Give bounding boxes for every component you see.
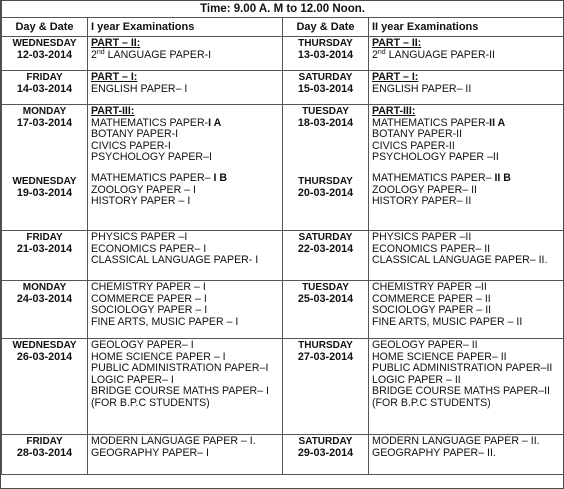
header-second-year: II year Examinations [369,18,564,37]
day-label: WEDNESDAY [12,340,77,351]
exam-line: ZOOLOGY PAPER– II [372,183,477,196]
exam-line: CIVICS PAPER-I [91,139,171,152]
part-label: PART-III: [91,105,135,117]
day-label: WEDNESDAY [12,176,77,187]
exam-line: PHYSICS PAPER –I [91,231,188,243]
day-date-cell [2,71,88,105]
exam-line: PUBLIC ADMINISTRATION PAPER–II [372,362,553,375]
exam-line: CHEMISTRY PAPER – I [91,281,206,293]
day-label: FRIDAY [26,232,63,243]
table-row [2,71,564,105]
exam-line: ECONOMICS PAPER– II [372,242,491,255]
day-label: THURSDAY [298,38,353,49]
exam-line: MATHEMATICS PAPER-I A [91,116,222,129]
exam-line: MODERN LANGUAGE PAPER – II. [372,435,540,447]
exam-line: BRIDGE COURSE MATHS PAPER–II [372,385,550,398]
exam-line: MATHEMATICS PAPER-II A [372,116,506,129]
header-day-date-1: Day & Date [2,18,88,37]
exam-cell [369,435,564,475]
day-date-cell [2,339,88,435]
exam-cell [88,231,283,281]
exam-line: GEOGRAPHY PAPER– I [91,446,209,459]
table-row [2,435,564,475]
exam-cell [88,37,283,71]
exam-cell [369,105,564,231]
part-label: PART – II: [372,37,422,49]
exam-cell [369,71,564,105]
day-date-cell [283,37,369,71]
day-date-cell [283,339,369,435]
exam-time-title: Time: 9.00 A. M to 12.00 Noon. [2,1,564,18]
exam-line: MODERN LANGUAGE PAPER – I. [91,435,256,447]
exam-line: CLASSICAL LANGUAGE PAPER– II. [372,254,548,267]
exam-line: ENGLISH PAPER– II [372,82,472,95]
day-label: MONDAY [22,282,67,293]
day-date-cell [2,105,88,231]
date-label: 28-03-2014 [16,447,73,459]
header-row [2,18,564,37]
exam-cell [88,281,283,339]
day-date-cell [283,231,369,281]
date-label: 12-03-2014 [16,49,73,61]
exam-line: ECONOMICS PAPER– I [91,242,207,255]
exam-line: HISTORY PAPER – I [91,195,191,208]
exam-line: (FOR B.P.C STUDENTS) [372,396,491,409]
day-label: TUESDAY [302,282,349,293]
day-date-cell [283,71,369,105]
exam-line: CIVICS PAPER-II [372,139,455,152]
header-first-year: I year Examinations [88,18,283,37]
exam-cell [88,339,283,435]
table-row [2,339,564,435]
exam-line: LOGIC PAPER – II [372,373,461,386]
date-label: 22-03-2014 [297,243,354,255]
date-label: 19-03-2014 [16,187,73,199]
table-row [2,231,564,281]
exam-line: CHEMISTRY PAPER –II [372,281,487,293]
exam-cell [88,71,283,105]
exam-line: LOGIC PAPER– I [91,373,174,386]
exam-line: GEOLOGY PAPER– I [91,339,194,351]
exam-cell [369,231,564,281]
exam-line: CLASSICAL LANGUAGE PAPER- I [91,254,259,267]
day-label: THURSDAY [298,340,353,351]
exam-line: BOTANY PAPER-I [91,128,179,141]
date-label: 27-03-2014 [297,351,354,363]
table-row [2,281,564,339]
exam-line: 2nd LANGUAGE PAPER-I [91,48,212,61]
day-date-cell [2,231,88,281]
exam-line: PSYCHOLOGY PAPER –II [372,151,499,164]
day-label: SATURDAY [298,72,353,83]
exam-line: ZOOLOGY PAPER – I [91,183,196,196]
exam-line: COMMERCE PAPER – I [91,292,207,305]
day-date-cell [2,37,88,71]
exam-line: FINE ARTS, MUSIC PAPER – I [91,315,239,328]
exam-line: GEOGRAPHY PAPER– II. [372,446,496,459]
exam-cell [369,37,564,71]
date-label: 17-03-2014 [16,117,73,129]
day-label: WEDNESDAY [12,38,77,49]
day-label: FRIDAY [26,436,63,447]
date-label: 21-03-2014 [16,243,73,255]
exam-line: 2nd LANGUAGE PAPER-II [372,48,496,61]
day-date-cell [2,435,88,475]
part-label: PART – II: [91,37,141,49]
day-label: FRIDAY [26,72,63,83]
exam-line: HISTORY PAPER– II [372,195,472,208]
day-date-cell [283,105,369,231]
exam-line: PHYSICS PAPER –II [372,231,472,243]
day-label: THURSDAY [298,176,353,187]
exam-cell [88,435,283,475]
exam-line: ENGLISH PAPER– I [91,82,188,95]
exam-line: (FOR B.P.C STUDENTS) [91,396,210,409]
part-label: PART – I: [372,71,419,83]
date-label: 24-03-2014 [16,293,73,305]
date-label: 14-03-2014 [16,83,73,95]
exam-line: GEOLOGY PAPER– II [372,339,478,351]
exam-line: PUBLIC ADMINISTRATION PAPER–I [91,362,269,375]
date-label: 29-03-2014 [297,447,354,459]
date-label: 15-03-2014 [297,83,354,95]
exam-cell [369,339,564,435]
exam-line: FINE ARTS, MUSIC PAPER – II [372,315,523,328]
date-label: 26-03-2014 [16,351,73,363]
date-label: 18-03-2014 [297,117,354,129]
date-label: 25-03-2014 [297,293,354,305]
day-date-cell [2,281,88,339]
day-label: SATURDAY [298,436,353,447]
table-row [2,37,564,71]
header-day-date-2: Day & Date [283,18,369,37]
date-label: 20-03-2014 [297,187,354,199]
day-date-cell [283,435,369,475]
exam-line: SOCIOLOGY PAPER – I [91,304,208,317]
exam-line: SOCIOLOGY PAPER – II [372,304,492,317]
exam-cell [369,281,564,339]
exam-line: PSYCHOLOGY PAPER–I [91,151,212,164]
exam-line: COMMERCE PAPER – II [372,292,491,305]
table-row [2,105,564,231]
exam-line: MATHEMATICS PAPER– II B [372,171,511,184]
day-label: TUESDAY [302,106,349,117]
exam-line: HOME SCIENCE PAPER – I [91,350,226,363]
part-label: PART-III: [372,105,416,117]
exam-line: BOTANY PAPER-II [372,128,463,141]
exam-line: BRIDGE COURSE MATHS PAPER– I [91,385,269,398]
exam-line: HOME SCIENCE PAPER– II [372,350,507,363]
timetable-table [1,1,564,475]
exam-cell [88,105,283,231]
exam-line: MATHEMATICS PAPER– I B [91,171,227,184]
part-label: PART – I: [91,71,138,83]
day-label: SATURDAY [298,232,353,243]
day-date-cell [283,281,369,339]
day-label: MONDAY [22,106,67,117]
date-label: 13-03-2014 [297,49,354,61]
